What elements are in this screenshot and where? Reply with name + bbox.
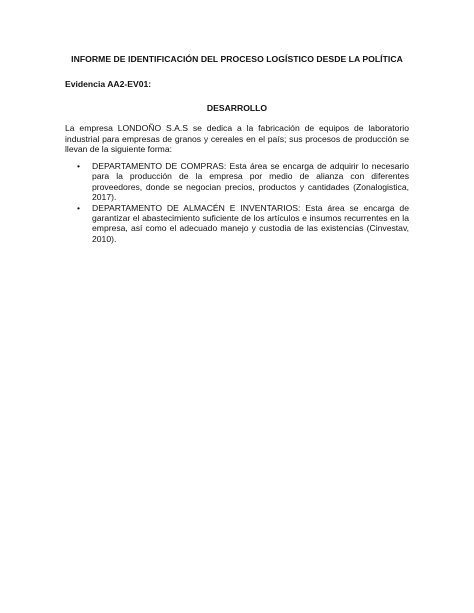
document-title: INFORME DE IDENTIFICACIÓN DEL PROCESO LOGÍSTICO DESDE LA POLÍTICA: [71, 54, 403, 64]
intro-paragraph: La empresa LONDOÑO S.A.S se dedica a la fabricación de equipos de laboratorio industrial para empresas de granos y cereales en el país; sus procesos de producción se llevan de la siguiente forma:: [65, 123, 409, 155]
evidence-label: Evidencia AA2-EV01:: [65, 79, 152, 89]
bullet-icon: •: [77, 161, 81, 171]
bullet-text: DEPARTAMENTO DE ALMACÉN E INVENTARIOS: Esta área se encarga de garantizar el abastecimiento suficiente de los artículos e insumos recurrentes en la empresa, así como el adecuado manejo y custodia de las existencias (Cinvestav, 2010).: [92, 202, 409, 244]
bullet-icon: •: [77, 202, 81, 213]
bullet-item-almacen: [65, 203, 409, 245]
bullet-text: DEPARTAMENTO DE COMPRAS: Esta área se encarga de adquirir lo necesario para la producción de la empresa por medio de alianza con diferentes proveedores, donde se negocian precios, productos y cantidades (Zonalogistica, 2017).: [92, 161, 409, 203]
bullet-list: [65, 161, 409, 244]
bullet-item-compras: [65, 161, 409, 203]
section-heading: DESARROLLO: [206, 103, 268, 113]
